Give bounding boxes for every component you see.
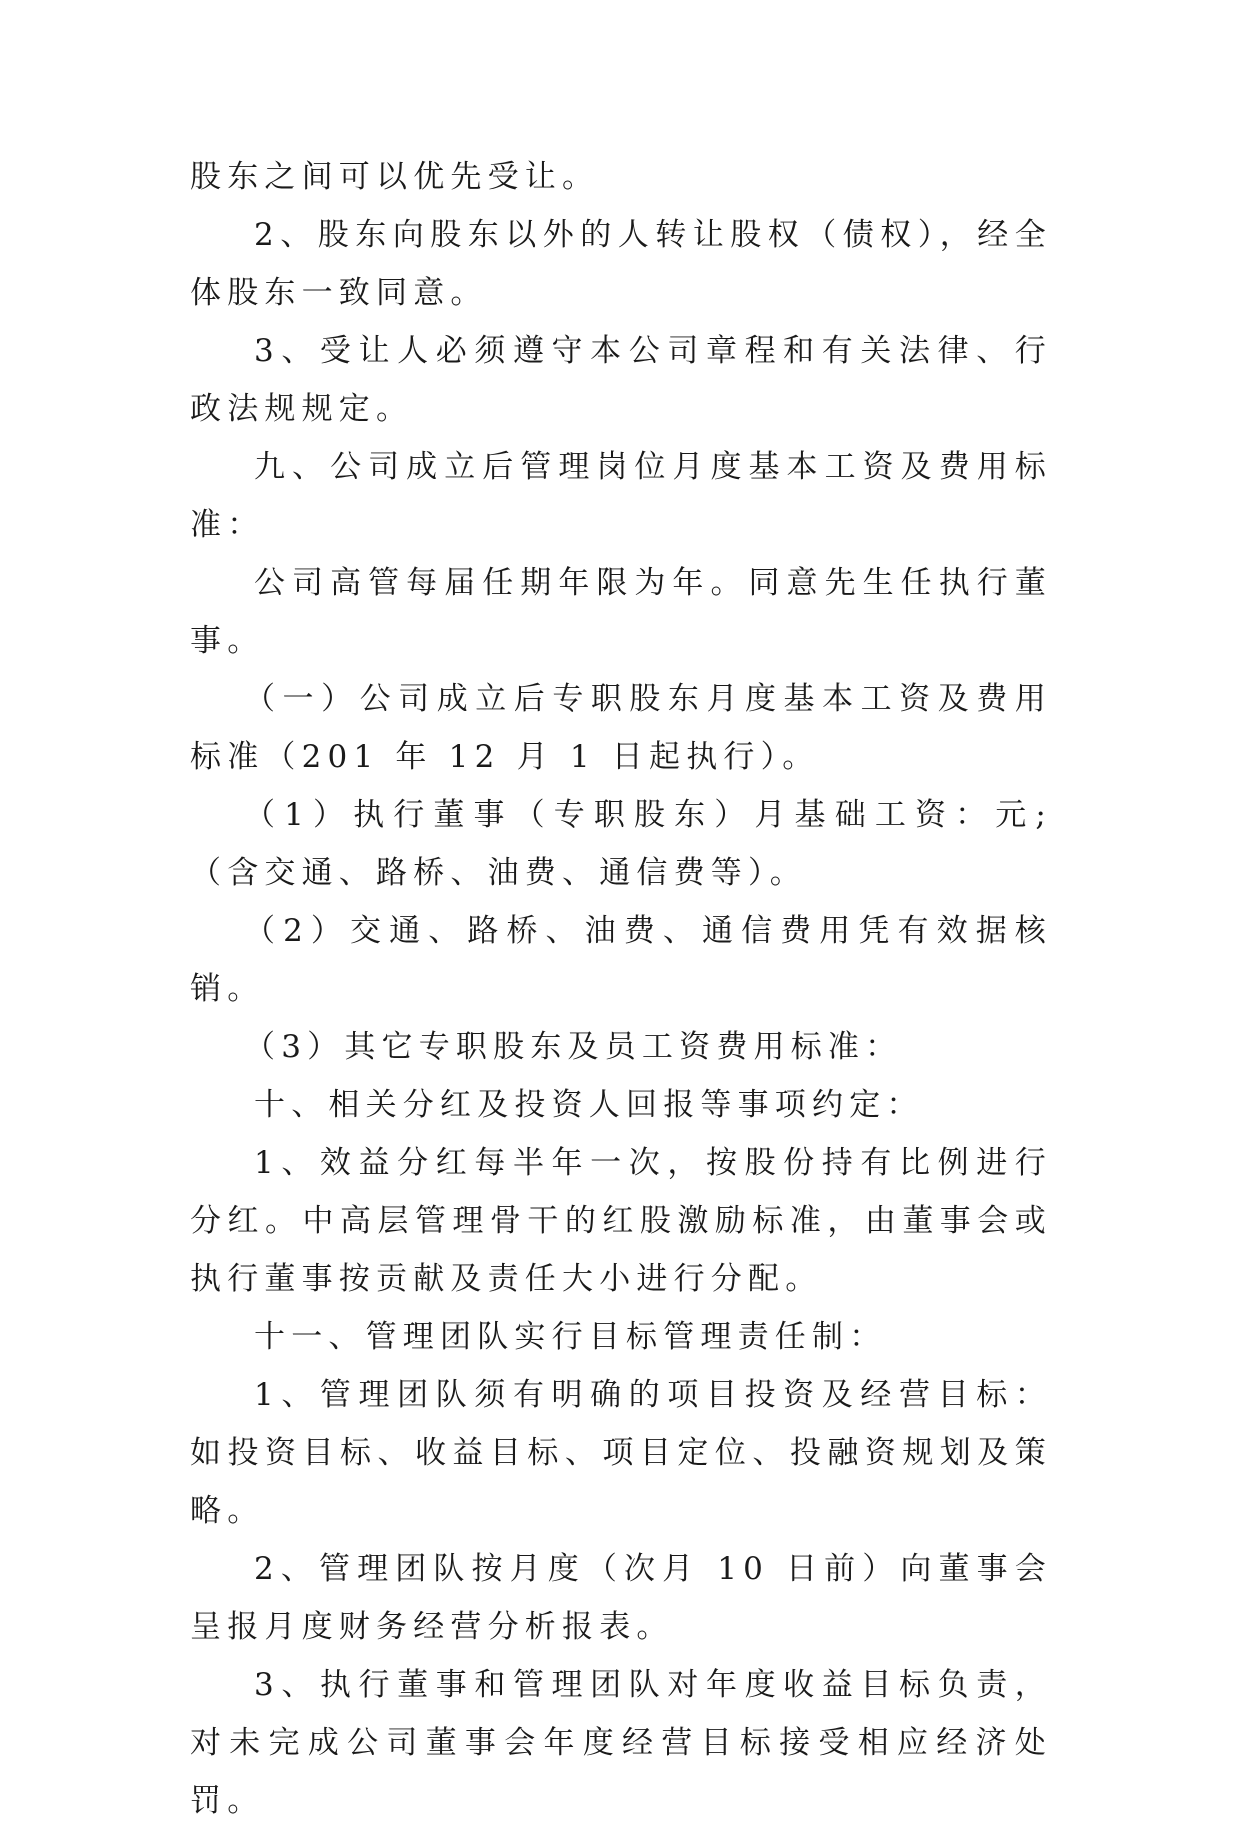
item-executive-director-base-salary: （1）执行董事（专职股东）月基础工资：元;（含交通、路桥、油费、通信费等）。 — [190, 797, 1052, 891]
section-heading-salary-standard: 九、公司成立后管理岗位月度基本工资及费用标准： — [190, 449, 1052, 543]
paragraph-share-transfer-priority: 股东之间可以优先受让。 — [190, 159, 600, 195]
subsection-full-time-shareholder-salary: （一）公司成立后专职股东月度基本工资及费用标准（201 年 12 月 1 日起执行）。 — [190, 681, 1052, 775]
paragraph-transferee-compliance: 3、受让人必须遵守本公司章程和有关法律、行政法规规定。 — [190, 333, 1052, 427]
paragraph-executive-term: 公司高管每届任期年限为年。同意先生任执行董事。 — [190, 565, 1052, 659]
section-heading-dividends: 十、相关分红及投资人回报等事项约定： — [254, 1087, 924, 1123]
paragraph-dividend-distribution: 1、效益分红每半年一次，按股份持有比例进行分红。中高层管理骨干的红股激励标准，由董事会或执行董事按贡献及责任大小进行分配。 — [190, 1145, 1052, 1297]
item-other-staff-expense-standard: （3）其它专职股东及员工资费用标准： — [244, 1029, 903, 1065]
item-expense-reimbursement: （2）交通、路桥、油费、通信费用凭有效据核销。 — [190, 913, 1052, 1007]
paragraph-external-transfer-consent: 2、股东向股东以外的人转让股权（债权），经全体股东一致同意。 — [190, 217, 1052, 311]
document-page — [190, 148, 1052, 1830]
section-heading-target-management: 十一、管理团队实行目标管理责任制： — [254, 1319, 887, 1355]
paragraph-annual-responsibility: 3、执行董事和管理团队对年度收益目标负责，对未完成公司董事会年度经营目标接受相应经济处罚。 — [190, 1667, 1052, 1819]
paragraph-monthly-reporting: 2、管理团队按月度（次月 10 日前）向董事会呈报月度财务经营分析报表。 — [190, 1551, 1052, 1645]
paragraph-management-targets: 1、管理团队须有明确的项目投资及经营目标：如投资目标、收益目标、项目定位、投融资规划及策略。 — [190, 1377, 1052, 1529]
